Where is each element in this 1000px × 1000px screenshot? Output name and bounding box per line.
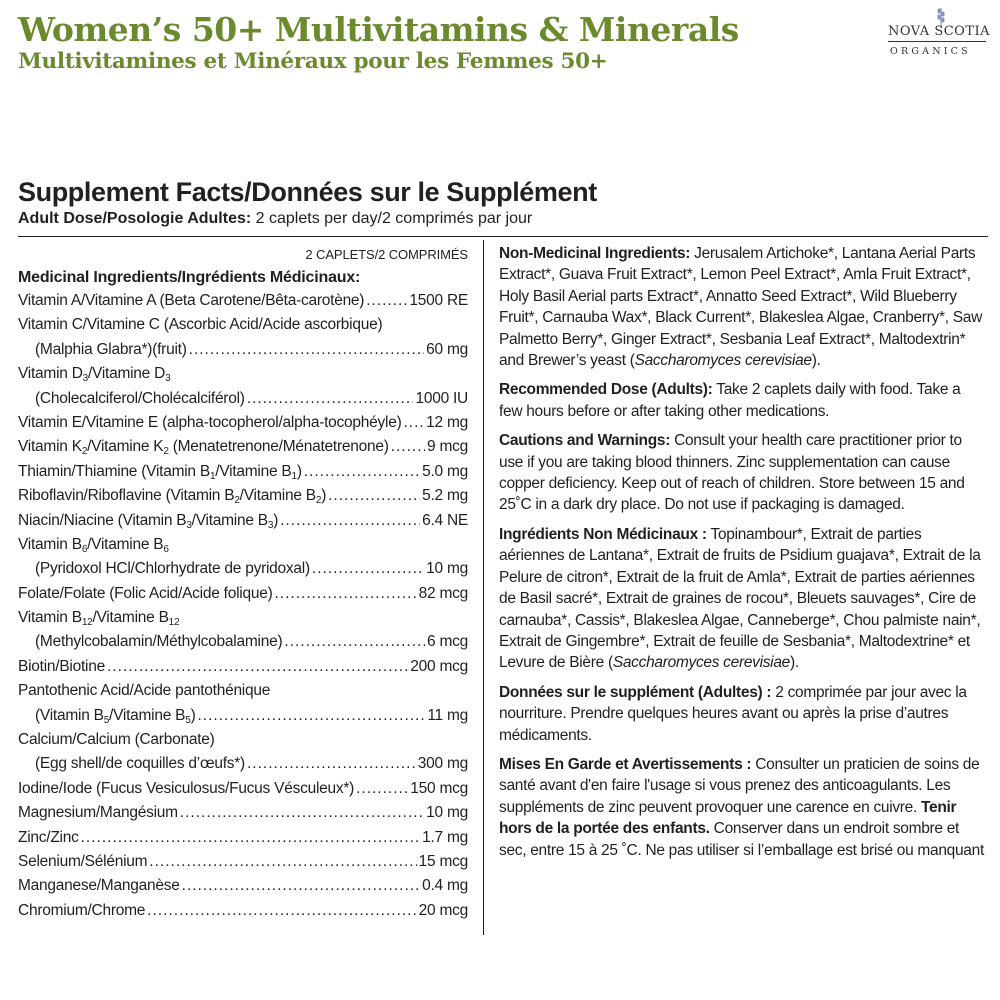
supplement-facts-title: Supplement Facts/Données sur le Supplément — [18, 177, 597, 207]
ingredient-name-calcium: Calcium/Calcium (Carbonate) — [18, 731, 215, 749]
ingredient-row-calcium: (Egg shell/de coquilles d’œufs*) ..... 300 mg — [18, 752, 468, 776]
brand-logo — [888, 6, 991, 64]
ingredient-row-vitamin-e: Vitamin E/Vitamine E (alpha-tocopherol/alpha-tocophéyle) ..... 12 mg — [18, 411, 468, 435]
ingredient-row-thiamin: Thiamin/Thiamine (Vitamin $B_1$/Vitamine $B_1$) ..... 5.0 mg — [18, 460, 468, 484]
ingredient-name-vitamin-d: Vitamin $D_3$/Vitamine $D_3$ — [18, 365, 171, 385]
ingredient-name-pantothenic-acid: Pantothenic Acid/Acide pantothénique — [18, 682, 271, 700]
ingredient-row-biotin: Biotin/Biotine ..... 200 mcg — [18, 655, 468, 679]
medicinal-ingredients-heading: Medicinal Ingredients/Ingrédients Médicinaux: — [18, 269, 361, 286]
ingredient-row-iodine: Iodine/Iode (Fucus Vesiculosus/Fucus Vésculeux*) ..... 150 mcg — [18, 777, 468, 801]
recommended-dose-en: Recommended Dose (Adults): Take 2 caplets daily with food. Take a few hours before or after taking other medications. — [499, 381, 961, 420]
logo-subtitle: ORGANICS — [890, 46, 971, 57]
medicinal-ingredients-column — [18, 240, 468, 923]
ingredient-row-vitamin-a: Vitamin A/Vitamine A (Beta Carotene/Bêta-carotène) ..... 1500 RE — [18, 289, 468, 313]
non-medicinal-ingredients-fr: Ingrédients Non Médicinaux : Topinambour*, Extrait de parties aériennes de Lantana*, Extrait de fruits de Psidium guajava*, Extrait de la Pelure de citron*, Extrait de la fruit de Amla*, Extrait de parties aériennes de Basil sacré*, Extrait de graines de rocou*, Bleuets sauvages*, Cire de carnauba*, Cassis*, Blakeslea Algae, Canneberge*, Chou palmiste nain*, Extrait de Gingembre*, Extrait de feuille de Sesbania*, Maltodextrine* et Levure de Bière (Saccharomyces cerevisiae). — [499, 525, 981, 672]
ingredient-row-vitamin-c: (Malphia Glabra*)(fruit) ..... 60 mg — [18, 338, 468, 362]
ingredient-row-vitamin-b6: (Pyridoxol HCl/Chlorhydrate de pyridoxal) ..... 10 mg — [18, 557, 468, 581]
ingredient-name-vitamin-b12: Vitamin $B_{12}$/Vitamine $B_{12}$ — [18, 609, 180, 629]
ingredient-row-pantothenic-acid: (Vitamin $B_5$/Vitamine $B_5$) ..... 11 mg — [18, 704, 468, 728]
logo-divider — [888, 41, 986, 42]
ingredient-row-magnesium: Magnesium/Mangésium ..... 10 mg — [18, 801, 468, 825]
adult-dose-value: 2 caplets per day/2 comprimés par jour — [255, 210, 533, 227]
logo-wordmark: NOVA SCOTIA — [888, 24, 991, 39]
ingredient-row-zinc: Zinc/Zinc ..... 1.7 mg — [18, 826, 468, 850]
non-medicinal-ingredients-en: Non-Medicinal Ingredients: Jerusalem Artichoke*, Lantana Aerial Parts Extract*, Guava Fruit Extract*, Lemon Peel Extract*, Amla Fruit Extract*, Holy Basil Aerial parts Extract*, Annatto Seed Extract*, Wild Blueberry Fruit*, Carnauba Wax*, Black Current*, Blakeslea Algae, Cranberry*, Saw Palmetto Berry*, Ginger Extract*, Sesbania Leaf Extract*, Maltodextrin* and Brewer’s yeast (Saccharomyces cerevisiae). — [499, 245, 982, 370]
ingredient-row-vitamin-d: (Cholecalciferol/Cholécalciférol) ..... 1000 IU — [18, 387, 468, 411]
adult-dose-label: Adult Dose/Posologie Adultes: — [18, 210, 252, 227]
ingredient-name-vitamin-b6: Vitamin $B_6$/Vitamine $B_6$ — [18, 535, 169, 555]
product-title-english: Women’s 50+ Multivitamins & Minerals — [18, 10, 739, 49]
ingredient-row-niacin: Niacin/Niacine (Vitamin $B_3$/Vitamine $B_3$) ..... 6.4 NE — [18, 509, 468, 533]
recommended-dose-fr: Données sur le supplément (Adultes) : 2 comprimée par jour avec la nourriture. Prendre quelques heures avant ou après la prise d’autres médicaments. — [499, 683, 967, 744]
ingredient-row-riboflavin: Riboflavin/Riboflavine (Vitamin $B_2$/Vitamine $B_2$) ..... 5.2 mg — [18, 484, 468, 508]
ingredient-row-selenium: Selenium/Sélénium ..... 15 mcg — [18, 850, 468, 874]
label-text-column — [499, 243, 985, 869]
ingredient-row-vitamin-b12: (Methylcobalamin/Méthylcobalamine) ..... 6 mcg — [18, 630, 468, 654]
ingredient-row-folate: Folate/Folate (Folic Acid/Acide folique) ..... 82 mcg — [18, 582, 468, 606]
product-title-french: Multivitamines et Minéraux pour les Femmes 50+ — [18, 49, 608, 74]
cautions-warnings-en: Cautions and Warnings: Consult your health care practitioner prior to use if you are taking blood thinners. Zinc supplementation can cause copper deficiency. Keep out of reach of children. Store between 15 and 25˚C in a dark dry place. Do not use if packaging is damaged. — [499, 432, 965, 514]
column-divider — [483, 240, 484, 935]
cautions-warnings-fr: Mises En Garde et Avertissements : Consulter un praticien de soins de santé avant d'en faire l'usage si vous prenez des anticoagulants. Les suppléments de zinc peuvent provoquer une carence en cuivre. Tenir hors de la portée des enfants. Conserver dans un endroit sombre et sec, entre 15 à 25 ˚C. Ne pas utiliser si l’emballage est brisé ou manquant — [499, 755, 984, 859]
facts-divider — [18, 236, 988, 237]
ingredient-row-chromium: Chromium/Chrome ..... 20 mcg — [18, 899, 468, 923]
serving-column-header: 2 CAPLETS/2 COMPRIMÉS — [305, 247, 468, 262]
ingredient-list — [18, 289, 468, 923]
adult-dose-line — [18, 208, 532, 230]
ingredient-row-vitamin-k: Vitamin $K_2$/Vitamine $K_2$ (Menatetrenone/Ménatetrenone) ..... 9 mcg — [18, 435, 468, 459]
ingredient-name-vitamin-c: Vitamin C/Vitamine C (Ascorbic Acid/Acide ascorbique) — [18, 316, 383, 334]
ingredient-row-manganese: Manganese/Manganèse ..... 0.4 mg — [18, 874, 468, 898]
